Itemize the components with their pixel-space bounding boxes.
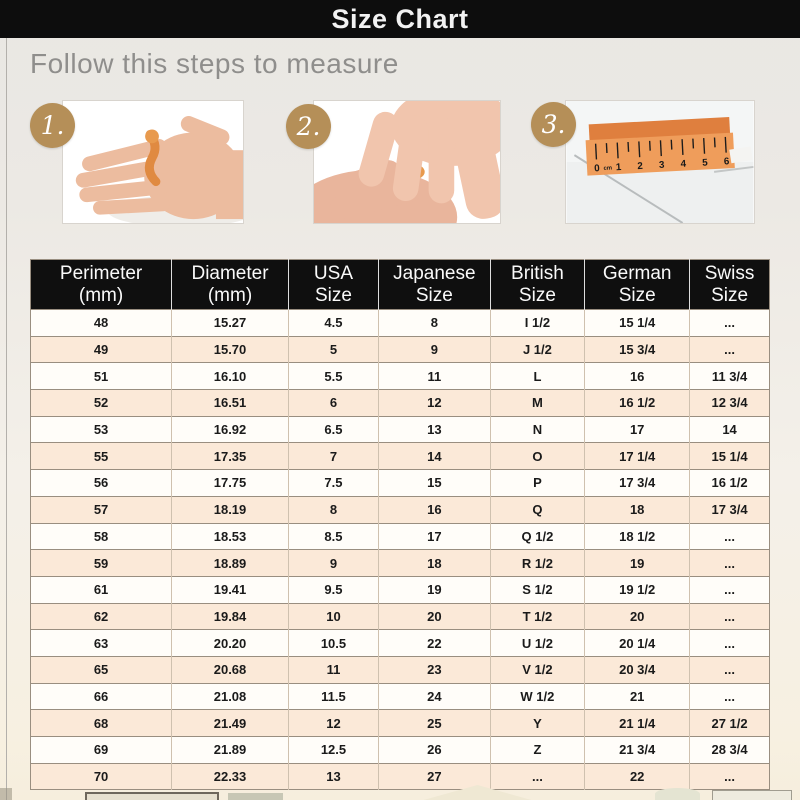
table-row	[31, 416, 770, 443]
table-cell: 19	[585, 550, 690, 577]
table-cell: 66	[31, 683, 172, 710]
table-cell: 16 1/2	[690, 470, 770, 497]
table-cell: 12	[379, 390, 491, 417]
table-cell: 56	[31, 470, 172, 497]
table-cell: 16.51	[172, 390, 289, 417]
table-cell: 21 3/4	[585, 737, 690, 764]
table-cell: 12.5	[288, 737, 378, 764]
table-row	[31, 576, 770, 603]
step-2-number-badge	[286, 104, 331, 149]
table-cell: ...	[690, 310, 770, 337]
ruler-label: 4	[680, 158, 687, 170]
table-row	[31, 336, 770, 363]
table-cell: 10.5	[288, 630, 378, 657]
table-cell: ...	[690, 576, 770, 603]
table-row	[31, 496, 770, 523]
table-row	[31, 737, 770, 764]
step-1-photo	[62, 100, 244, 224]
table-row	[31, 523, 770, 550]
table-cell: 17 1/4	[585, 443, 690, 470]
table-cell: 15.27	[172, 310, 289, 337]
table-cell: 7	[288, 443, 378, 470]
table-cell: T 1/2	[490, 603, 585, 630]
table-row	[31, 630, 770, 657]
table-cell: 8	[379, 310, 491, 337]
table-cell: 20.68	[172, 656, 289, 683]
table-cell: 18.53	[172, 523, 289, 550]
table-cell: 5	[288, 336, 378, 363]
table-cell: 21.08	[172, 683, 289, 710]
table-cell: 48	[31, 310, 172, 337]
table-cell: 65	[31, 656, 172, 683]
table-row	[31, 390, 770, 417]
table-cell: 49	[31, 336, 172, 363]
table-cell: 52	[31, 390, 172, 417]
table-cell: ...	[690, 523, 770, 550]
table-cell: 18	[379, 550, 491, 577]
table-cell: 15 1/4	[585, 310, 690, 337]
table-row	[31, 550, 770, 577]
table-cell: 55	[31, 443, 172, 470]
ruler-label: 1	[615, 161, 622, 174]
table-cell: 22.33	[172, 763, 289, 790]
step-number: 2.	[296, 112, 321, 141]
table-cell: 8.5	[288, 523, 378, 550]
column-header-japanese: Japanese Size	[379, 260, 491, 310]
table-cell: 11	[288, 656, 378, 683]
table-cell: 16	[379, 496, 491, 523]
table-cell: 19 1/2	[585, 576, 690, 603]
ruler-icon	[585, 116, 753, 176]
table-cell: W 1/2	[490, 683, 585, 710]
table-cell: ...	[690, 630, 770, 657]
table-cell: 14	[379, 443, 491, 470]
table-cell: 13	[288, 763, 378, 790]
column-header-german: German Size	[585, 260, 690, 310]
table-cell: Q 1/2	[490, 523, 585, 550]
table-cell: 68	[31, 710, 172, 737]
table-cell: 11 3/4	[690, 363, 770, 390]
table-row	[31, 603, 770, 630]
table-cell: 9.5	[288, 576, 378, 603]
ruler-label: cm	[603, 165, 613, 172]
table-cell: ...	[690, 550, 770, 577]
preview-shape	[85, 792, 219, 800]
table-cell: V 1/2	[490, 656, 585, 683]
table-cell: Y	[490, 710, 585, 737]
table-cell: 21.89	[172, 737, 289, 764]
table-cell: 10	[288, 603, 378, 630]
table-cell: 17 3/4	[585, 470, 690, 497]
table-cell: U 1/2	[490, 630, 585, 657]
step-number: 1.	[40, 111, 65, 140]
table-row	[31, 710, 770, 737]
table-cell: 15 3/4	[585, 336, 690, 363]
column-header-perimeter: Perimeter (mm)	[31, 260, 172, 310]
table-cell: S 1/2	[490, 576, 585, 603]
preview-shape	[228, 793, 283, 800]
table-cell: 16 1/2	[585, 390, 690, 417]
ruler-measuring-illustration	[566, 101, 754, 223]
table-cell: 53	[31, 416, 172, 443]
table-cell: 24	[379, 683, 491, 710]
table-cell: 17.75	[172, 470, 289, 497]
table-cell: 23	[379, 656, 491, 683]
table-cell: J 1/2	[490, 336, 585, 363]
table-cell: 25	[379, 710, 491, 737]
table-cell: 17	[379, 523, 491, 550]
column-header-swiss: Swiss Size	[690, 260, 770, 310]
table-cell: R 1/2	[490, 550, 585, 577]
table-cell: ...	[690, 336, 770, 363]
table-cell: 15	[379, 470, 491, 497]
preview-shape	[712, 790, 792, 800]
table-cell: 19.84	[172, 603, 289, 630]
table-cell: 28 3/4	[690, 737, 770, 764]
table-cell: 19	[379, 576, 491, 603]
table-cell: 58	[31, 523, 172, 550]
table-cell: 17.35	[172, 443, 289, 470]
table-cell: 20 1/4	[585, 630, 690, 657]
step-number: 3.	[541, 110, 566, 139]
preview-shape	[655, 788, 700, 800]
hands-marking-ribbon-illustration	[314, 101, 500, 223]
table-cell: Z	[490, 737, 585, 764]
table-cell: 59	[31, 550, 172, 577]
table-row	[31, 470, 770, 497]
table-cell: 6.5	[288, 416, 378, 443]
table-cell: 21.49	[172, 710, 289, 737]
table-cell: I 1/2	[490, 310, 585, 337]
table-cell: 19.41	[172, 576, 289, 603]
table-cell: 63	[31, 630, 172, 657]
table-cell: 9	[288, 550, 378, 577]
table-cell: 5.5	[288, 363, 378, 390]
table-cell: 12	[288, 710, 378, 737]
table-cell: 27	[379, 763, 491, 790]
step-1-number-badge	[30, 103, 75, 148]
table-cell: ...	[690, 683, 770, 710]
table-cell: 20 3/4	[585, 656, 690, 683]
hand-with-ribbon-illustration	[63, 101, 243, 223]
table-cell: 26	[379, 737, 491, 764]
table-cell: 62	[31, 603, 172, 630]
table-cell: 9	[379, 336, 491, 363]
table-cell: 16.10	[172, 363, 289, 390]
table-cell: 69	[31, 737, 172, 764]
table-cell: P	[490, 470, 585, 497]
table-cell: 11	[379, 363, 491, 390]
table-cell: 70	[31, 763, 172, 790]
table-cell: 7.5	[288, 470, 378, 497]
table-cell: 16.92	[172, 416, 289, 443]
ruler-label: 2	[637, 160, 644, 173]
table-cell: 18 1/2	[585, 523, 690, 550]
table-row	[31, 310, 770, 337]
table-cell: 18	[585, 496, 690, 523]
table-cell: 20	[585, 603, 690, 630]
table-row	[31, 443, 770, 470]
table-cell: 20	[379, 603, 491, 630]
table-cell: 17 3/4	[690, 496, 770, 523]
table-cell: 4.5	[288, 310, 378, 337]
preview-shape	[0, 788, 12, 800]
table-cell: 22	[585, 763, 690, 790]
step-3-photo	[565, 100, 755, 224]
table-cell: 13	[379, 416, 491, 443]
table-cell: 11.5	[288, 683, 378, 710]
column-header-usa: USA Size	[288, 260, 378, 310]
column-header-british: British Size	[490, 260, 585, 310]
table-cell: 15.70	[172, 336, 289, 363]
table-cell: 15 1/4	[690, 443, 770, 470]
table-cell: 14	[690, 416, 770, 443]
table-cell: ...	[690, 763, 770, 790]
ruler-label: 3	[658, 159, 665, 171]
table-row	[31, 763, 770, 790]
table-cell: 57	[31, 496, 172, 523]
table-row	[31, 656, 770, 683]
table-cell: ...	[690, 656, 770, 683]
table-cell: M	[490, 390, 585, 417]
table-cell: ...	[690, 603, 770, 630]
table-cell: ...	[490, 763, 585, 790]
table-cell: 16	[585, 363, 690, 390]
table-cell: 6	[288, 390, 378, 417]
ruler-label: 6	[723, 156, 730, 168]
column-header-diameter: Diameter (mm)	[172, 260, 289, 310]
table-cell: L	[490, 363, 585, 390]
ruler-label: 5	[701, 157, 709, 169]
table-cell: 27 1/2	[690, 710, 770, 737]
table-cell: 61	[31, 576, 172, 603]
table-row	[31, 363, 770, 390]
table-cell: 21	[585, 683, 690, 710]
instructions-heading: Follow this steps to measure	[30, 48, 399, 79]
table-cell: 8	[288, 496, 378, 523]
table-header-row	[31, 260, 770, 310]
table-cell: O	[490, 443, 585, 470]
table-cell: 22	[379, 630, 491, 657]
page-edge-line	[6, 38, 7, 800]
table-cell: Q	[490, 496, 585, 523]
table-cell: N	[490, 416, 585, 443]
table-cell: 18.89	[172, 550, 289, 577]
table-cell: 51	[31, 363, 172, 390]
step-3-number-badge	[531, 102, 576, 147]
size-table-body	[31, 310, 770, 790]
page-title: Size Chart	[331, 3, 469, 34]
table-row	[31, 683, 770, 710]
table-cell: 12 3/4	[690, 390, 770, 417]
step-2-photo	[313, 100, 501, 224]
ring-size-table	[30, 259, 770, 790]
title-bar	[0, 0, 800, 38]
table-cell: 17	[585, 416, 690, 443]
table-cell: 18.19	[172, 496, 289, 523]
table-cell: 21 1/4	[585, 710, 690, 737]
ruler-label: 0	[593, 163, 600, 175]
table-cell: 20.20	[172, 630, 289, 657]
